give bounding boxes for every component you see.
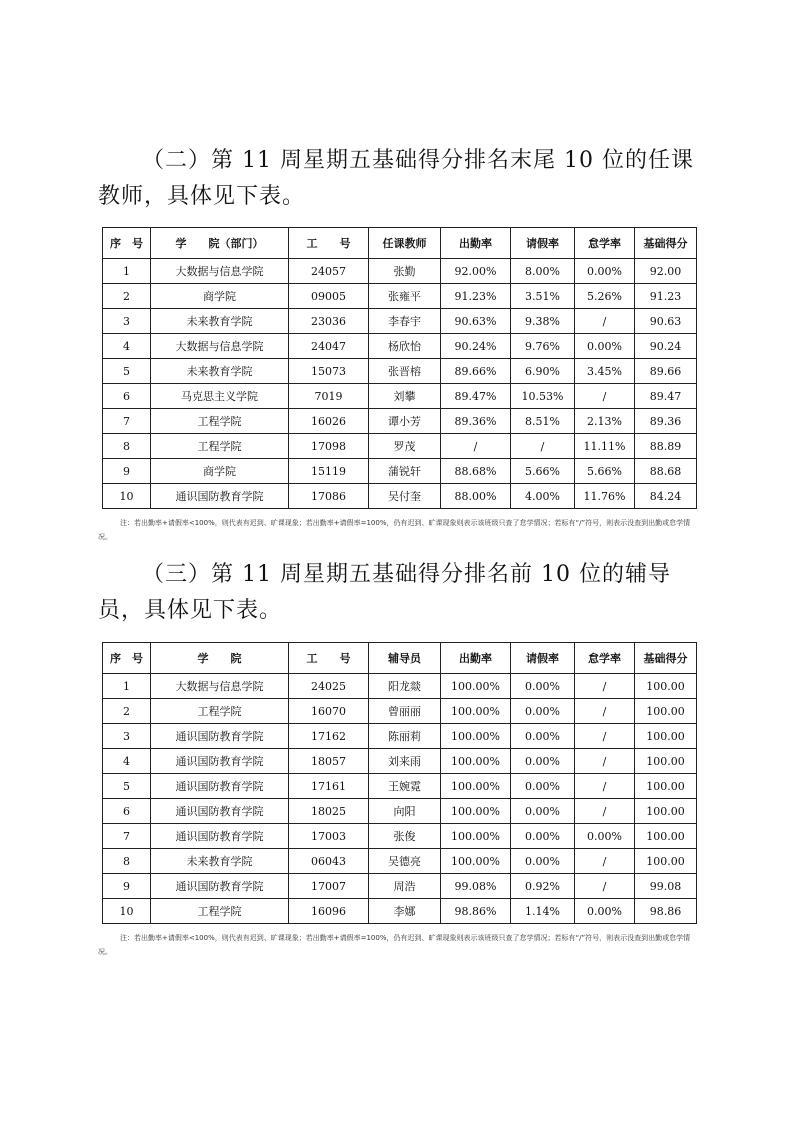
table-cell: 陈丽莉	[369, 724, 441, 749]
table-cell: 4	[103, 334, 151, 359]
table-cell: 0.00%	[575, 259, 635, 284]
column-header: 请假率	[511, 643, 575, 674]
table-cell: 100.00	[635, 749, 697, 774]
table-cell: 0.00%	[511, 674, 575, 699]
table-cell: 89.66	[635, 359, 697, 384]
table-cell: 张勤	[369, 259, 441, 284]
table-cell: 3	[103, 309, 151, 334]
table-cell: 98.86	[635, 899, 697, 924]
table-cell: /	[575, 849, 635, 874]
table-cell: /	[575, 384, 635, 409]
table-cell: 89.47%	[441, 384, 511, 409]
table-cell: 09005	[289, 284, 369, 309]
column-header: 学 院（部门）	[151, 228, 289, 259]
table-cell: 大数据与信息学院	[151, 334, 289, 359]
table-row	[103, 774, 697, 799]
table-cell: 9.76%	[511, 334, 575, 359]
table-cell: /	[575, 749, 635, 774]
table-cell: 88.68%	[441, 459, 511, 484]
table-row	[103, 284, 697, 309]
table-cell: 1.14%	[511, 899, 575, 924]
table-cell: 17162	[289, 724, 369, 749]
table-cell: 5.66%	[511, 459, 575, 484]
table-cell: 2	[103, 699, 151, 724]
table-cell: 89.66%	[441, 359, 511, 384]
table-cell: 曾丽丽	[369, 699, 441, 724]
table-row	[103, 849, 697, 874]
table-cell: 100.00%	[441, 674, 511, 699]
table-cell: 3	[103, 724, 151, 749]
table-cell: 8.00%	[511, 259, 575, 284]
table-cell: 1	[103, 259, 151, 284]
table-cell: 李娜	[369, 899, 441, 924]
table-cell: 张雍平	[369, 284, 441, 309]
table-cell: 张俊	[369, 824, 441, 849]
table-cell: 91.23	[635, 284, 697, 309]
table-cell: 100.00%	[441, 849, 511, 874]
table-cell: 杨欣怡	[369, 334, 441, 359]
section2-heading: （二）第 11 周星期五基础得分排名末尾 10 位的任课教师，具体见下表。	[98, 148, 694, 209]
table-cell: 10	[103, 899, 151, 924]
table-cell: 未来教育学院	[151, 849, 289, 874]
table-cell: 工程学院	[151, 409, 289, 434]
table-cell: 7	[103, 824, 151, 849]
table-cell: 100.00	[635, 774, 697, 799]
table-cell: 向阳	[369, 799, 441, 824]
table-cell: 0.92%	[511, 874, 575, 899]
column-header: 基础得分	[635, 228, 697, 259]
table-cell: 0.00%	[511, 699, 575, 724]
table-cell: 通识国防教育学院	[151, 749, 289, 774]
column-header: 任课教师	[369, 228, 441, 259]
table-cell: 0.00%	[575, 824, 635, 849]
table-cell: 0.00%	[575, 334, 635, 359]
table-cell: 5	[103, 359, 151, 384]
table-cell: 0.00%	[511, 849, 575, 874]
table-cell: 7019	[289, 384, 369, 409]
table-cell: 15073	[289, 359, 369, 384]
table-cell: 罗茂	[369, 434, 441, 459]
table-cell: 88.89	[635, 434, 697, 459]
table-row	[103, 309, 697, 334]
teacher-ranking-table	[102, 227, 697, 509]
table-cell: 90.24	[635, 334, 697, 359]
table-row	[103, 484, 697, 509]
table-cell: 10.53%	[511, 384, 575, 409]
table-row	[103, 749, 697, 774]
table-cell: 大数据与信息学院	[151, 259, 289, 284]
table-cell: 5	[103, 774, 151, 799]
table-row	[103, 409, 697, 434]
table-cell: 11.11%	[575, 434, 635, 459]
table-header-row	[103, 643, 697, 674]
table-cell: 88.68	[635, 459, 697, 484]
column-header: 请假率	[511, 228, 575, 259]
table-cell: 10	[103, 484, 151, 509]
table-cell: 16026	[289, 409, 369, 434]
counselor-ranking-table	[102, 642, 697, 924]
table-cell: 11.76%	[575, 484, 635, 509]
table-cell: /	[575, 874, 635, 899]
table-cell: /	[575, 724, 635, 749]
table-cell: 100.00%	[441, 699, 511, 724]
table-cell: 100.00%	[441, 774, 511, 799]
table-cell: 8.51%	[511, 409, 575, 434]
table-cell: 90.63%	[441, 309, 511, 334]
table-cell: 商学院	[151, 459, 289, 484]
table-cell: 100.00	[635, 674, 697, 699]
table-cell: 6	[103, 384, 151, 409]
table-cell: 2	[103, 284, 151, 309]
table-cell: /	[511, 434, 575, 459]
table-cell: 100.00	[635, 724, 697, 749]
table-cell: 通识国防教育学院	[151, 774, 289, 799]
column-header: 出勤率	[441, 643, 511, 674]
table-cell: 3.45%	[575, 359, 635, 384]
table-cell: 100.00%	[441, 724, 511, 749]
table-cell: 15119	[289, 459, 369, 484]
table-cell: 100.00	[635, 824, 697, 849]
column-header: 序 号	[103, 643, 151, 674]
table-cell: 1	[103, 674, 151, 699]
table-cell: 89.47	[635, 384, 697, 409]
table-row	[103, 724, 697, 749]
table-cell: 99.08	[635, 874, 697, 899]
table-cell: 6.90%	[511, 359, 575, 384]
table-cell: 90.24%	[441, 334, 511, 359]
table-cell: 阳龙燚	[369, 674, 441, 699]
table-cell: 8	[103, 434, 151, 459]
table-cell: 9	[103, 874, 151, 899]
table-cell: 0.00%	[511, 799, 575, 824]
table-row	[103, 699, 697, 724]
table-cell: 99.08%	[441, 874, 511, 899]
section3-heading: （三）第 11 周星期五基础得分排名前 10 位的辅导员，具体见下表。	[98, 562, 671, 623]
column-header: 序 号	[103, 228, 151, 259]
table-cell: 张晋榕	[369, 359, 441, 384]
table-cell: 4.00%	[511, 484, 575, 509]
table-row	[103, 459, 697, 484]
table-row	[103, 899, 697, 924]
table-cell: 李春宇	[369, 309, 441, 334]
table-cell: 7	[103, 409, 151, 434]
table-cell: 工程学院	[151, 434, 289, 459]
column-header: 基础得分	[635, 643, 697, 674]
table-cell: 工程学院	[151, 699, 289, 724]
table-cell: 100.00	[635, 849, 697, 874]
table-cell: /	[575, 799, 635, 824]
table-cell: 谭小芳	[369, 409, 441, 434]
table-cell: 17086	[289, 484, 369, 509]
table-cell: 0.00%	[511, 774, 575, 799]
table-cell: 24047	[289, 334, 369, 359]
table-cell: 92.00%	[441, 259, 511, 284]
table-cell: 王婉霓	[369, 774, 441, 799]
table-cell: 通识国防教育学院	[151, 874, 289, 899]
table-cell: 未来教育学院	[151, 359, 289, 384]
table-cell: 90.63	[635, 309, 697, 334]
column-header: 怠学率	[575, 228, 635, 259]
table-cell: 88.00%	[441, 484, 511, 509]
table-cell: /	[441, 434, 511, 459]
column-header: 怠学率	[575, 643, 635, 674]
table-cell: 3.51%	[511, 284, 575, 309]
table-cell: 5.26%	[575, 284, 635, 309]
table-cell: 通识国防教育学院	[151, 724, 289, 749]
table-cell: 5.66%	[575, 459, 635, 484]
table-row	[103, 874, 697, 899]
table-cell: 06043	[289, 849, 369, 874]
table-cell: 100.00%	[441, 824, 511, 849]
table-cell: 未来教育学院	[151, 309, 289, 334]
table-cell: /	[575, 309, 635, 334]
table-cell: /	[575, 699, 635, 724]
table-cell: 6	[103, 799, 151, 824]
column-header: 出勤率	[441, 228, 511, 259]
table-cell: 刘来雨	[369, 749, 441, 774]
table-cell: 17003	[289, 824, 369, 849]
table-cell: 18025	[289, 799, 369, 824]
column-header: 工 号	[289, 228, 369, 259]
table-cell: 0.00%	[575, 899, 635, 924]
table-cell: /	[575, 774, 635, 799]
table-header-row	[103, 228, 697, 259]
table-cell: 100.00%	[441, 799, 511, 824]
table-cell: 大数据与信息学院	[151, 674, 289, 699]
table-cell: 16096	[289, 899, 369, 924]
table-cell: 吴付奎	[369, 484, 441, 509]
table-cell: 通识国防教育学院	[151, 799, 289, 824]
table-cell: 23036	[289, 309, 369, 334]
table-cell: 98.86%	[441, 899, 511, 924]
table-cell: 2.13%	[575, 409, 635, 434]
table-cell: 9.38%	[511, 309, 575, 334]
table-cell: 24025	[289, 674, 369, 699]
table-cell: 刘攀	[369, 384, 441, 409]
table-row	[103, 359, 697, 384]
table-row	[103, 824, 697, 849]
table-cell: 工程学院	[151, 899, 289, 924]
table-cell: 吴德亮	[369, 849, 441, 874]
section3-note: 注：若出勤率+请假率<100%，则代表有迟到、旷课现象；若出勤率+请假率=100%，仍有迟到、旷课现象则表示该班级只查了怠学情况；若标有“/”符号，则表示没查到出勤或怠学情况。	[98, 934, 691, 956]
table-cell: 100.00	[635, 699, 697, 724]
table-cell: 18057	[289, 749, 369, 774]
table-cell: 91.23%	[441, 284, 511, 309]
table-row	[103, 334, 697, 359]
table-row	[103, 384, 697, 409]
table-cell: 商学院	[151, 284, 289, 309]
table-cell: 92.00	[635, 259, 697, 284]
table-row	[103, 434, 697, 459]
table-cell: 4	[103, 749, 151, 774]
table-cell: 蒲锐轩	[369, 459, 441, 484]
table-cell: 周浩	[369, 874, 441, 899]
table-cell: 24057	[289, 259, 369, 284]
table-row	[103, 259, 697, 284]
table-cell: 100.00	[635, 799, 697, 824]
table-cell: /	[575, 674, 635, 699]
table-cell: 17007	[289, 874, 369, 899]
table-cell: 84.24	[635, 484, 697, 509]
table-cell: 0.00%	[511, 749, 575, 774]
table-cell: 17098	[289, 434, 369, 459]
table-row	[103, 674, 697, 699]
column-header: 学 院	[151, 643, 289, 674]
table-cell: 17161	[289, 774, 369, 799]
table-cell: 9	[103, 459, 151, 484]
table-cell: 通识国防教育学院	[151, 824, 289, 849]
section2-note: 注：若出勤率+请假率<100%，则代表有迟到、旷课现象；若出勤率+请假率=100%，仍有迟到、旷课现象则表示该班级只查了怠学情况；若标有“/”符号，则表示没查到出勤或怠学情况。	[98, 519, 691, 541]
table-cell: 16070	[289, 699, 369, 724]
table-cell: 8	[103, 849, 151, 874]
table-cell: 89.36	[635, 409, 697, 434]
table-cell: 通识国防教育学院	[151, 484, 289, 509]
table-cell: 89.36%	[441, 409, 511, 434]
column-header: 工 号	[289, 643, 369, 674]
table-row	[103, 799, 697, 824]
column-header: 辅导员	[369, 643, 441, 674]
table-cell: 100.00%	[441, 749, 511, 774]
table-cell: 0.00%	[511, 724, 575, 749]
table-cell: 0.00%	[511, 824, 575, 849]
table-cell: 马克思主义学院	[151, 384, 289, 409]
